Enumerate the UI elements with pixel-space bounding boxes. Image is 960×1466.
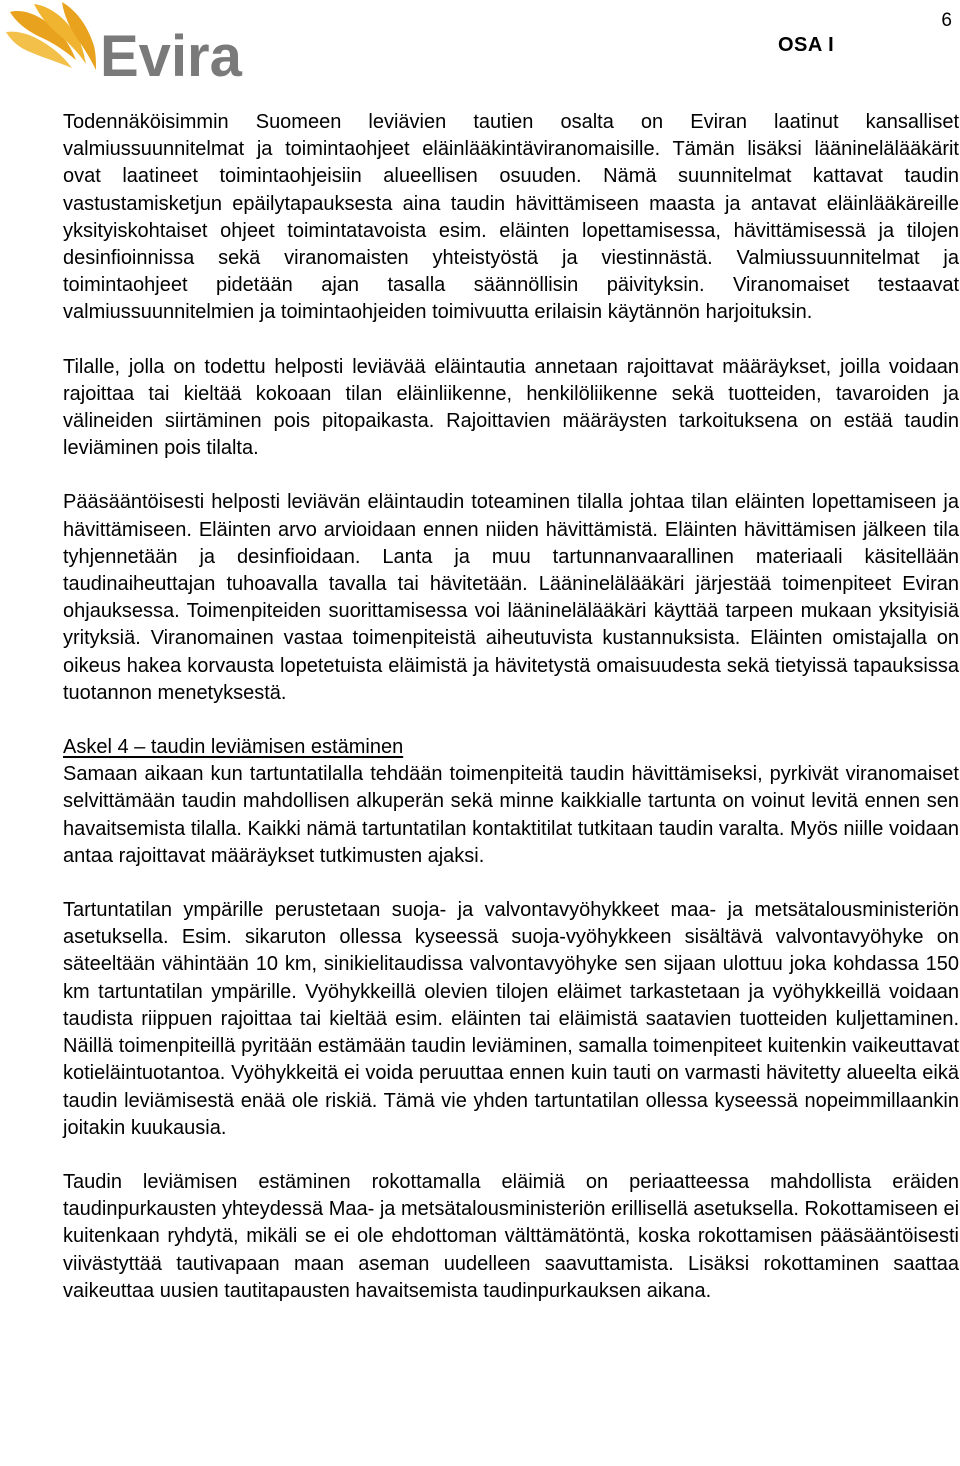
document-body	[63, 109, 959, 1305]
page-header	[0, 0, 960, 90]
paragraph: Pääsääntöisesti helposti leviävän eläintaudin toteaminen tilalla johtaa tilan eläinten lopettamiseen ja hävittämiseen. Eläinten arvo arvioidaan ennen niiden hävittämistä. Eläinten hävittämisen jälkeen tila tyhjennetään ja desinfioidaan. Lanta ja muu tartunnanvaarallinen materiaali käsitellään taudinaiheuttajan tuhoavalla tavalla tai hävitetään. Lääninelälääkäri järjestää toimenpiteet Eviran ohjauksessa. Toimenpiteiden suorittamisessa voi lääninelälääkäri käyttää tarpeen mukaan yksityisiä yrityksiä. Viranomainen vastaa toimenpiteistä aiheutuvista kustannuksista. Eläinten omistajalla on oikeus hakea korvausta lopetetuista eläimistä ja hävitetystä omaisuudesta sekä tietyissä tapauksissa tuotannon menetyksestä.	[63, 491, 959, 704]
evira-logo	[4, 2, 266, 82]
paragraph: Tilalle, jolla on todettu helposti leviävää eläintautia annetaan rajoittavat määräykset, joilla voidaan rajoittaa tai kieltää kokoaan tilan eläinliikenne, henkilöliikenne sekä tuotteiden, tavaroiden ja välineiden siirtäminen pois pitopaikasta. Rajoittavien määräysten tarkoituksena on estää taudin leviäminen pois tilalta.	[63, 355, 959, 460]
logo-text: Evira	[100, 24, 242, 82]
paragraph: Tartuntatilan ympärille perustetaan suoja- ja valvontavyöhykkeet maa- ja metsätalousministeriön asetuksella. Esim. sikaruton ollessa kyseessä suoja-vyöhykkeen sisältävä valvontavyöhyke on säteeltään vähintään 10 km, sinikielitaudissa valvontavyöhyke sen sijaan ulottuu joka kohdassa 150 km tartuntatilan ympärille. Vyöhykkeillä olevien tilojen eläimet tarkastetaan ja vyöhykkeillä voidaan taudista riippuen rajoittaa tai kieltää esim. eläinten tai eläimistä saatavien tuotteiden kuljettaminen. Näillä toimenpiteillä pyritään estämään taudin leviäminen, samalla toimenpiteet kuitenkin vaikeuttavat kotieläintuotantoa. Vyöhykkeitä ei voida peruuttaa ennen kuin tauti on varmasti hävitetty alueelta eikä taudin leviämisestä enää ole riskiä. Tämä vie yhden tartuntatilan ollessa kyseessä nopeimmillaankin joitakin kuukausia.	[63, 899, 959, 1139]
page-number: 6	[941, 10, 952, 31]
section-heading: Askel 4 – taudin leviämisen estäminen	[63, 736, 404, 759]
section-block	[63, 734, 959, 870]
wheat-ear-icon	[6, 2, 96, 70]
paragraph: Todennäköisimmin Suomeen leviävien tautien osalta on Eviran laatinut kansalliset valmiussuunnitelmat ja toimintaohjeet eläinlääkintäviranomaisille. Tämän lisäksi lääninelälääkärit ovat laatineet toimintaohjeisiin alueellisen osuuden. Nämä suunnitelmat kattavat taudin vastustamisketjun epäilytapauksesta aina taudin hävittämiseen maasta ja antavat eläinlääkäreille yksityiskohtaiset ohjeet toimintatavoista esim. eläinten lopettamisessa, hävittämisessä ja tilojen desinfioinnissa sekä viranomaisten yhteistyöstä ja viestinnästä. Valmiussuunnitelmat ja toimintaohjeet pidetään ajan tasalla säännöllisin päivityksin. Viranomaiset testaavat valmiussuunnitelmien ja toimintaohjeiden toimivuutta erilaisin käytännön harjoituksin.	[63, 111, 959, 324]
paragraph: Taudin leviämisen estäminen rokottamalla eläimiä on periaatteessa mahdollista eräiden taudinpurkausten yhteydessä Maa- ja metsätalousministeriön erillisellä asetuksella. Rokottamiseen ei kuitenkaan ryhdytä, mikäli se ei ole ehdottoman välttämätöntä, koska rokottamisen pääsääntöisesti viivästyttää tautivapaan maan aseman uudelleen saavuttamista. Lisäksi rokottaminen saattaa vaikeuttaa uusien tautitapausten havaitsemista taudinpurkauksen aikana.	[63, 1170, 960, 1302]
paragraph: Samaan aikaan kun tartuntatilalla tehdään toimenpiteitä taudin hävittämiseksi, pyrkivät viranomaiset selvittämään taudin mahdollisen alkuperän sekä minne kaikkialle tartunta on voinut levitä ennen sen havaitsemista tilalla. Kaikki nämä tartuntatilan kontaktitilat tutkitaan taudin varalta. Myös niille voidaan antaa rajoittavat määräykset tutkimusten ajaksi.	[63, 763, 960, 867]
section-label: OSA I	[778, 34, 835, 56]
